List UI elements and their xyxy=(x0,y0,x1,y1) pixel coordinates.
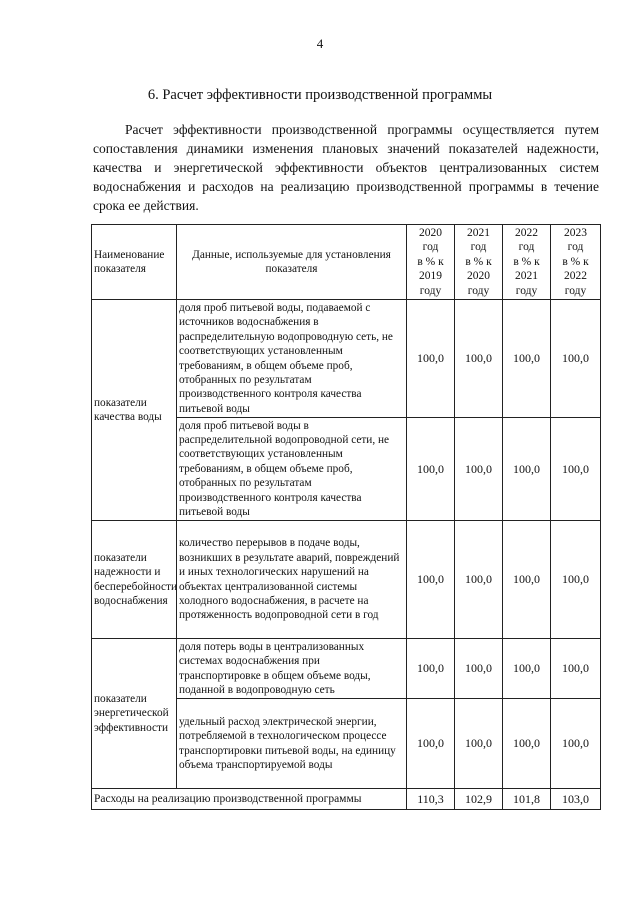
header-year-2021 xyxy=(455,225,503,300)
year-label: 2023 xyxy=(564,226,587,239)
table-row xyxy=(92,521,601,639)
value-cell: 100,0 xyxy=(407,639,455,699)
value-cell: 100,0 xyxy=(455,521,503,639)
value-cell: 100,0 xyxy=(503,699,551,789)
value-cell: 100,0 xyxy=(551,521,601,639)
year-label: 2021 xyxy=(467,226,490,239)
year-word: год xyxy=(567,241,584,254)
group-quality-label: показатели качества воды xyxy=(92,300,177,521)
year-suffix: году xyxy=(419,284,442,297)
header-data-used: Данные, используемые для установления показателя xyxy=(177,225,407,300)
group-energy-label: показатели энергетической эффективности xyxy=(92,639,177,789)
base-year-label: 2019 xyxy=(419,270,442,283)
year-label: 2020 xyxy=(419,226,442,239)
year-suffix: году xyxy=(564,284,587,297)
value-cell: 100,0 xyxy=(503,300,551,418)
efficiency-table xyxy=(91,224,601,810)
value-cell: 100,0 xyxy=(503,418,551,521)
header-year-2020 xyxy=(407,225,455,300)
percent-label: в % к xyxy=(417,255,444,268)
row-description: количество перерывов в подаче воды, возникших в результате аварий, повреждений и иных технологических нарушений на объектах централизованной системы холодного водоснабжения, в расчете на протяженность водопроводной сети в год xyxy=(177,521,407,639)
row-description: доля проб питьевой воды в распределительной водопроводной сети, не соответствующих установленным требованиям, в общем объеме проб, отобранных по результатам производственного контроля качества питьевой воды xyxy=(177,418,407,521)
year-label: 2022 xyxy=(515,226,538,239)
value-cell: 100,0 xyxy=(407,699,455,789)
year-word: год xyxy=(518,241,535,254)
value-cell: 100,0 xyxy=(551,639,601,699)
header-year-2023 xyxy=(551,225,601,300)
table-row xyxy=(92,639,601,699)
section-title: 6. Расчет эффективности производственной программы xyxy=(147,87,493,103)
header-year-2022 xyxy=(503,225,551,300)
percent-label: в % к xyxy=(562,255,589,268)
base-year-label: 2020 xyxy=(467,270,490,283)
value-cell: 100,0 xyxy=(407,300,455,418)
total-value: 101,8 xyxy=(503,789,551,810)
value-cell: 100,0 xyxy=(455,639,503,699)
total-value: 102,9 xyxy=(455,789,503,810)
value-cell: 100,0 xyxy=(503,521,551,639)
value-cell: 100,0 xyxy=(551,300,601,418)
table-row xyxy=(92,300,601,418)
year-word: год xyxy=(422,241,439,254)
header-indicator-name: Наименование показателя xyxy=(92,225,177,300)
page-number: 4 xyxy=(316,36,324,51)
year-suffix: году xyxy=(467,284,490,297)
row-description: доля проб питьевой воды, подаваемой с источников водоснабжения в распределительную водопроводную сеть, не соответствующих установленным требованиям, в общем объеме проб, отобранных по результатам производственного контроля качества питьевой воды xyxy=(177,300,407,418)
value-cell: 100,0 xyxy=(551,699,601,789)
value-cell: 100,0 xyxy=(455,699,503,789)
value-cell: 100,0 xyxy=(551,418,601,521)
year-word: год xyxy=(470,241,487,254)
group-reliability-label: показатели надежности и бесперебойности водоснабжения xyxy=(92,521,177,639)
base-year-label: 2022 xyxy=(564,270,587,283)
value-cell: 100,0 xyxy=(455,418,503,521)
intro-paragraph: Расчет эффективности производственной программы осуществляется путем сопоставления динамики изменения плановых значений показателей надежности, качества и энергетической эффективности объектов централизованных систем водоснабжения и расходов на реализацию производственной программы в течение срока ее действия. xyxy=(93,122,599,213)
value-cell: 100,0 xyxy=(407,418,455,521)
total-row xyxy=(92,789,601,810)
year-suffix: году xyxy=(515,284,538,297)
value-cell: 100,0 xyxy=(407,521,455,639)
value-cell: 100,0 xyxy=(455,300,503,418)
total-value: 110,3 xyxy=(407,789,455,810)
total-value: 103,0 xyxy=(551,789,601,810)
table-header-row xyxy=(92,225,601,300)
row-description: доля потерь воды в централизованных системах водоснабжения при транспортировке в общем объеме воды, поданной в водопроводную сеть xyxy=(177,639,407,699)
base-year-label: 2021 xyxy=(515,270,538,283)
percent-label: в % к xyxy=(513,255,540,268)
total-label: Расходы на реализацию производственной программы xyxy=(92,789,407,810)
percent-label: в % к xyxy=(465,255,492,268)
value-cell: 100,0 xyxy=(503,639,551,699)
row-description: удельный расход электрической энергии, потребляемой в технологическом процессе транспортировки питьевой воды, на единицу объема транспортируемой воды xyxy=(177,699,407,789)
